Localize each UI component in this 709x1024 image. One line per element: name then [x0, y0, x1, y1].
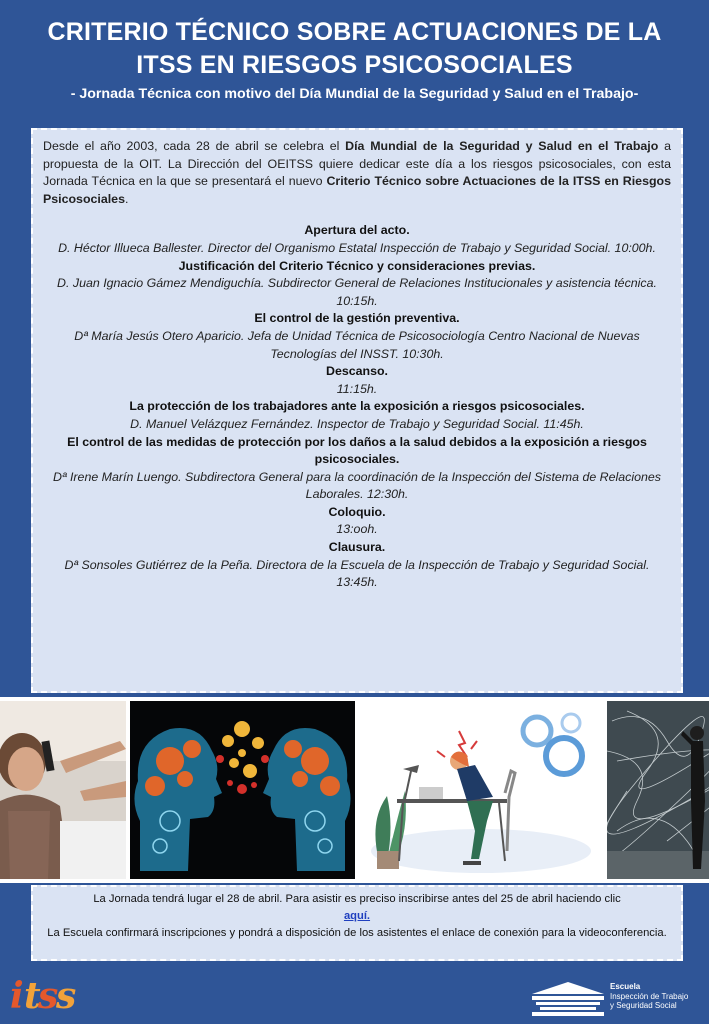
intro-paragraph: [43, 138, 671, 208]
tired-worker-illustration: [359, 701, 603, 879]
title-line-1: CRITERIO TÉCNICO SOBRE ACTUACIONES DE LA: [47, 18, 662, 46]
program-speaker: Dª María Jesús Otero Aparicio. Jefa de Unidad Técnica de Psicosociología Centro Nacional de Nuevas Tecnologías del INSST. 10:30h.: [74, 328, 640, 361]
title-line-2: ITSS EN RIESGOS PSICOSOCIALES: [136, 51, 573, 79]
program-heading: Descanso.: [326, 364, 388, 379]
intro-text-2: a propuesta de la OIT. La Dirección del OEITSS quiere dedicar este día a los riesgos psicosociales, con esta Jornada Técnica en la que se presentará el nuevo: [43, 139, 672, 189]
intro-text-1: Desde el año 2003, cada 28 de abril se celebra el: [43, 139, 346, 153]
registration-link[interactable]: aquí.: [343, 910, 371, 922]
program-speaker: 11:15h.: [336, 381, 378, 396]
program-heading: El control de la gestión preventiva.: [254, 311, 460, 326]
program-speaker: D. Héctor Illueca Ballester. Director del Organismo Estatal Inspección de Trabajo y Seguridad Social. 10:00h.: [58, 240, 656, 255]
escuela-logo-text: [610, 982, 700, 1011]
escuela-logo: [528, 978, 700, 1018]
logo-text-3: y Seguridad Social: [610, 1001, 677, 1010]
program-speaker: 13:ooh.: [336, 522, 378, 537]
intro-text-3: .: [124, 191, 129, 206]
program-speaker: Dª Sonsoles Gutiérrez de la Peña. Directora de la Escuela de la Inspección de Trabajo y Seguridad Social. 13:45h.: [64, 557, 650, 590]
photo-strip: [0, 697, 709, 883]
program-heading: El control de las medidas de protección por los daños a la salud debidos a la exposición a riesgos psicosociales.: [67, 434, 647, 467]
chalk-scribble-photo: [607, 701, 709, 879]
stressed-worker-photo: [0, 701, 126, 879]
page-title: [0, 0, 709, 82]
program-speaker: D. Juan Ignacio Gámez Mendiguchía. Subdirector General de Relaciones Institucionales y asistencia técnica. 10:15h.: [57, 276, 657, 308]
intro-bold-1: Día Mundial de la Seguridad y Salud en el Trabajo: [345, 139, 659, 153]
program-speaker: Dª Irene Marín Luengo. Subdirectora General para la coordinación de la Inspección del Sistema de Relaciones Laborales. 12:30h.: [53, 469, 661, 502]
program-heading: Clausura.: [328, 540, 386, 555]
header: [0, 0, 709, 125]
intro-bold-2: Criterio Técnico sobre Actuaciones de la ITSS en Riesgos Psicosociales: [43, 174, 671, 206]
program-list: [43, 222, 671, 591]
page-subtitle: - Jornada Técnica con motivo del Día Mundial de la Seguridad y Salud en el Trabajo-: [70, 86, 639, 102]
svg-text:s: s: [38, 975, 59, 1016]
program-heading: Apertura del acto.: [304, 223, 410, 238]
program-panel: [31, 128, 683, 693]
confirmation-text: La Escuela confirmará inscripciones y pondrá a disposición de los asistentes el enlace de conexión para la videoconferencia.: [47, 927, 667, 939]
program-heading: La protección de los trabajadores ante la exposición a riesgos psicosociales.: [129, 399, 585, 414]
logo-text-2: Inspección de Trabajo: [610, 991, 689, 1001]
registration-text: La Jornada tendrá lugar el 28 de abril. Para asistir es preciso inscribirse antes del 25 de abril haciendo clic: [93, 893, 621, 905]
logo-text-1: Escuela: [610, 982, 641, 991]
program-speaker: D. Manuel Velázquez Fernández. Inspector de Trabajo y Seguridad Social. 11:45h.: [130, 416, 584, 431]
program-heading: Justificación del Criterio Técnico y consideraciones previas.: [178, 258, 536, 273]
svg-text:s: s: [56, 975, 77, 1016]
program-heading: Coloquio.: [328, 504, 386, 519]
itss-logo: [8, 970, 80, 1016]
gears-heads-illustration: [130, 701, 355, 879]
svg-text:i: i: [10, 975, 24, 1016]
svg-text:t: t: [24, 975, 41, 1016]
registration-box: [31, 885, 683, 961]
